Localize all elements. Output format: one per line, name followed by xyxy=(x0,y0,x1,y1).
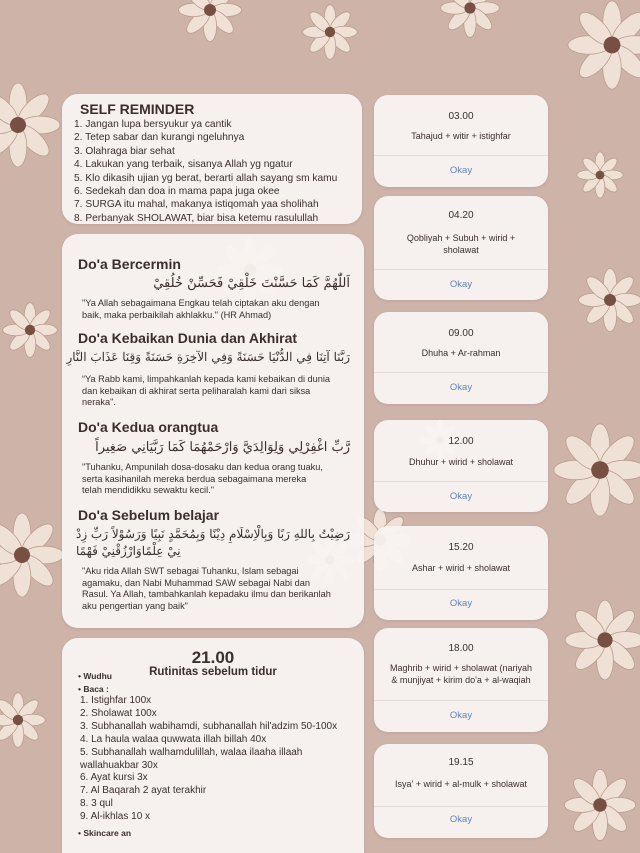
alarm-description: Tahajud + witir + istighfar xyxy=(411,131,511,141)
translation-line: Rasul. Ya Allah, tambahkanlah kepadaku ilmu dan berikanlah xyxy=(82,589,331,600)
doa-translation xyxy=(82,374,352,409)
divider xyxy=(374,700,548,701)
flower-icon xyxy=(573,148,627,202)
routine-wudhu: • Wudhu xyxy=(78,671,112,681)
list-item: 4. Lakukan yang terbaik, sisanya Allah yg ngatur xyxy=(74,159,293,171)
alarm-description: Dhuhur + wirid + sholawat xyxy=(408,457,514,467)
list-item: 7. Al Baqarah 2 ayat terakhir xyxy=(80,785,207,797)
routine-skincare: • Skincare an xyxy=(78,828,132,838)
list-item: 6. Sedekah dan doa in mama papa juga okee xyxy=(74,186,280,198)
alarm-time: 18.00 xyxy=(448,643,474,654)
arabic-line: رَضِيْتُ بِاللهِ رَبًا وَبِالْاِسْلَامِ دِيْنًا وَبِمُحَمَّدٍ نَبِيًا وَرَسُوْلاً رَبِّ زِدْ xyxy=(75,527,350,541)
translation-line: agamaku, dan Nabi Muhammad SAW sebagai Nabi dan xyxy=(82,577,310,588)
alarm-card xyxy=(374,95,548,187)
okay-button[interactable]: Okay xyxy=(449,491,473,502)
flower-icon xyxy=(0,689,49,751)
list-item: 9. Al-ikhlas 10 x xyxy=(80,811,151,823)
doa-arabic: اَللّٰهُمَّ كَمَا حَسَّنْتَ خَلْقِيْ فَحَسِّنْ خُلُقِيْ xyxy=(153,276,350,291)
flower-icon xyxy=(561,766,639,844)
alarm-time: 15.20 xyxy=(448,542,474,553)
list-item: 8. Perbanyak SHOLAWAT, biar bisa ketemu rasulullah xyxy=(74,212,319,224)
flower-icon xyxy=(299,1,361,63)
routine-subtitle: Rutinitas sebelum tidur xyxy=(149,666,277,678)
list-item: 1. Istighfar 100x xyxy=(80,695,152,706)
flower-icon xyxy=(562,597,640,683)
list-item: 2. Sholawat 100x xyxy=(80,707,157,719)
alarm-time: 04.20 xyxy=(448,210,474,221)
list-item: 5. Klo dikasih ujian yg berat, berarti allah sayang sm kamu xyxy=(74,172,338,184)
translation-line: "Aku rida Allah SWT sebagai Tuhanku, Islam sebagai xyxy=(82,566,299,576)
bedtime-routine-card xyxy=(62,638,364,853)
doa-title: Do'a Kebaikan Dunia dan Akhirat xyxy=(78,330,298,346)
alarm-time: 12.00 xyxy=(448,436,474,447)
alarm-card xyxy=(374,420,548,512)
alarm-description xyxy=(382,663,540,686)
list-item: 3. Subhanallah wabihamdi, subhanallah hil'adzim 50-100x xyxy=(80,720,338,732)
list-item: 3. Olahraga biar sehat xyxy=(74,145,175,157)
divider xyxy=(374,481,548,482)
flower-icon xyxy=(0,510,67,600)
translation-line: "Tuhanku, Ampunilah dosa-dosaku dan kedua orang tuaku, xyxy=(82,462,323,472)
routine-time: 21.00 xyxy=(191,648,235,667)
okay-button[interactable]: Okay xyxy=(449,598,473,609)
doa-translation xyxy=(82,566,352,612)
list-item: wallahuakbar 30x xyxy=(80,759,158,771)
translation-line: serta kasihanilah mereka berdua sebagaimana mereka xyxy=(82,473,307,484)
okay-button[interactable]: Okay xyxy=(449,814,473,825)
okay-button[interactable]: Okay xyxy=(449,710,473,721)
alarm-description: Ashar + wirid + sholawat xyxy=(411,563,511,573)
list-item: 2. Tetep sabar dan kurangi ngeluhnya xyxy=(74,132,245,144)
doa-translation xyxy=(82,462,352,497)
self-reminder-list xyxy=(74,118,337,225)
alarm-description: Dhuha + Ar-rahman xyxy=(421,348,501,358)
flower-icon xyxy=(0,299,61,361)
divider xyxy=(374,155,548,156)
alarm-description xyxy=(382,233,540,256)
alarm-time: 09.00 xyxy=(448,328,474,339)
doa-title: Do'a Bercermin xyxy=(78,256,181,272)
doa-card xyxy=(62,234,364,628)
doa-translation xyxy=(82,298,352,321)
list-item: 7. SURGA itu mahal, makanya istiqomah yaa sholihah xyxy=(74,199,319,211)
list-item: 1. Jangan lupa bersyukur ya cantik xyxy=(74,119,232,130)
divider xyxy=(374,806,548,807)
alarm-card xyxy=(374,744,548,838)
routine-list xyxy=(80,695,337,824)
okay-button[interactable]: Okay xyxy=(449,165,473,176)
routine-baca: • Baca : xyxy=(78,684,109,694)
translation-line: aku pengertian yang baik" xyxy=(82,600,188,611)
arabic-line: نِيْ عِلْمًاوَارْزُقْنِيْ فَهْمًا xyxy=(75,544,181,558)
translation-line: neraka". xyxy=(82,397,116,408)
list-item: 6. Ayat kursi 3x xyxy=(80,772,148,784)
translation-line: telah mendidikku sewaktu kecil." xyxy=(82,485,214,496)
doa-title: Do'a Sebelum belajar xyxy=(78,507,220,523)
description-line: & munjiyat + kirim do'a + al-waqiah xyxy=(391,674,531,685)
translation-line: "Ya Allah sebagaimana Engkau telah ciptakan aku dengan xyxy=(82,298,320,308)
alarm-card xyxy=(374,628,548,732)
list-item: 5. Subhanallah walhamdulillah, walaa ilaaha illaah xyxy=(80,746,303,758)
okay-button[interactable]: Okay xyxy=(449,279,473,290)
alarm-card xyxy=(374,526,548,620)
doa-arabic: رَبَّنَا آتِنَا فِي الدُّنْيَا حَسَنَةً وَفِي الآخِرَةِ حَسَنَةً وَقِنَا عَذَابَ النَّارِ xyxy=(66,350,350,364)
self-reminder-title: SELF REMINDER xyxy=(80,101,195,117)
self-reminder-card xyxy=(62,94,362,224)
translation-line: baik, maka perbaikilah akhlakku." (HR Ahmad) xyxy=(82,309,272,320)
flower-icon xyxy=(575,265,640,335)
flower-icon xyxy=(565,0,640,92)
translation-line: “Ya Rabb kami, limpahkanlah kepada kami kebaikan di dunia xyxy=(82,374,331,384)
doa-title: Do'a Kedua orangtua xyxy=(78,419,219,435)
flower-icon xyxy=(175,0,245,45)
doa-arabic xyxy=(76,526,350,560)
alarm-card xyxy=(374,312,548,404)
flower-icon xyxy=(437,0,503,41)
doa-arabic: رَّبِّ اغْفِرْلِي وَلِوَالِدَيَّ وَارْحَمْهُمَا كَمَا رَبَّيَانِي صَغِيراً xyxy=(95,440,350,455)
list-item: 8. 3 qul xyxy=(80,798,113,810)
alarm-description: Isya' + wirid + al-mulk + sholawat xyxy=(394,779,528,789)
flower-icon xyxy=(551,421,640,519)
alarm-time: 19.15 xyxy=(448,757,474,768)
description-line: sholawat xyxy=(443,244,479,255)
list-item: 4. La haula walaa quwwata illah billah 40x xyxy=(80,733,267,745)
alarm-card xyxy=(374,196,548,300)
divider xyxy=(374,372,548,373)
description-line: Qobliyah + Subuh + wirid + xyxy=(406,233,516,243)
alarm-time: 03.00 xyxy=(448,111,474,122)
translation-line: dan kebaikan di akhirat serta peliharalah kami dari siksa xyxy=(82,385,311,396)
flower-icon xyxy=(0,80,63,170)
divider xyxy=(374,269,548,270)
divider xyxy=(374,589,548,590)
okay-button[interactable]: Okay xyxy=(449,382,473,393)
description-line: Maghrib + wirid + sholawat (nariyah xyxy=(389,663,533,673)
